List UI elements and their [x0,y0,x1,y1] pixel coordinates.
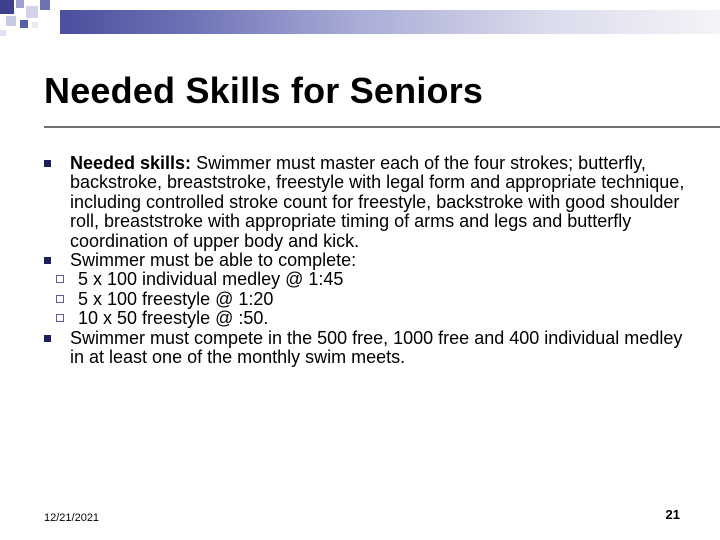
square-bullet-icon [44,335,51,342]
sub-bullet-text: 5 x 100 freestyle @ 1:20 [78,288,274,309]
sub-bullet-text: 10 x 50 freestyle @ :50. [78,308,269,329]
list-item [44,329,694,368]
list-item [44,154,694,251]
hollow-square-bullet-icon [56,314,64,322]
slide-body [44,154,694,367]
sub-list-item [44,290,694,309]
title-divider [44,126,720,128]
bullet-text: Swimmer must master each of the four strokes; butterfly, backstroke, breaststroke, freestyle with legal form and appropriate technique, including controlled stroke count for freestyle, backstroke with good shoulder roll, breaststroke with appropriate timing of arms and legs and butterfly coordination of upper body and kick. [70,153,685,251]
footer-date: 12/21/2021 [44,512,100,524]
sub-list-item [44,309,694,328]
bullet-text: Swimmer must compete in the 500 free, 1000 free and 400 individual medley in at least one of the monthly swim meets. [70,327,683,368]
page-number: 21 [665,507,680,522]
hollow-square-bullet-icon [56,295,64,303]
list-item [44,251,694,270]
square-bullet-icon [44,257,51,264]
hollow-square-bullet-icon [56,275,64,283]
sub-list-item [44,270,694,289]
slide-title: Needed Skills for Seniors [44,70,484,111]
bullet-text: Swimmer must be able to complete: [70,250,357,271]
sub-bullet-text: 5 x 100 individual medley @ 1:45 [78,269,344,290]
bullet-lead: Needed skills: [70,153,192,173]
header-gradient-bar [60,10,720,34]
square-bullet-icon [44,160,51,167]
corner-decoration [0,0,60,46]
